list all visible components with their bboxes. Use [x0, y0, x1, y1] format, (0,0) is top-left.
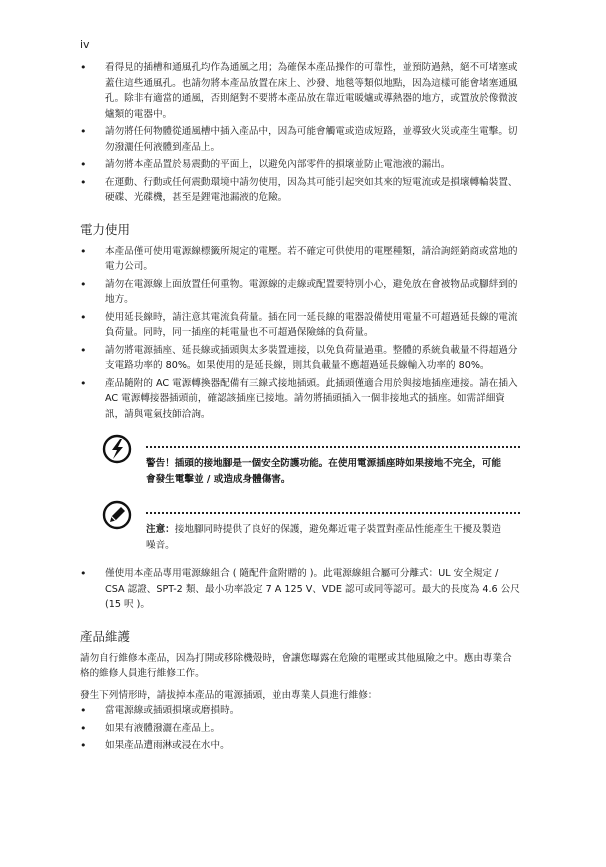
list-item: • 如果有液體潑灑在產品上。 — [80, 721, 221, 735]
power-cord-list — [80, 566, 520, 613]
list-item: • 請勿將任何物體從通風槽中插入產品中，因為可能會觸電或造成短路，並導致火災或產生電擊。切勿潑灑任何液體到產品上。 — [80, 125, 518, 153]
list-item: • 請勿將電源插座、延長線或插頭與太多裝置連接，以免負荷量過重。整體的系統負載量不得超過分支電路功率的 80%。如果使用的是延長線，則其負載量不應超過延長線輸入功率的 80%。 — [80, 343, 518, 371]
list-item: • 看得見的插槽和通風孔均作為通風之用；為確保本產品操作的可靠性，並預防過熱，絕不可堵塞或蓋住這些通風孔。也請勿將本產品放置在床上、沙發、地毯等類似地點，因為這樣可能會堵塞通風孔。除非有適當的通風，否則絕對不要將本產品放在靠近電暖爐或導熱器的地方，或置放於像微波爐類的電器中。 — [80, 61, 518, 120]
list-item: • 本產品僅可使用電源線標籤所規定的電壓。若不確定可供使用的電壓種類，請洽詢經銷商或當地的電力公司。 — [80, 244, 518, 272]
list-item: • 如果產品遭雨淋或浸在水中。 — [80, 739, 230, 752]
section-heading-power: 電力使用 — [80, 221, 131, 237]
page-number: iv — [80, 38, 90, 51]
divider — [146, 512, 520, 514]
warning-callout — [80, 432, 520, 496]
list-item: • 使用延長線時，請注意其電流負荷量。插在同一延長線的電器設備使用電量不可超過延長線的電流負荷量。同時，同一插座的耗電量也不可超過保險絲的負荷量。 — [80, 310, 518, 338]
list-item: • 請勿將本產品置於易震動的平面上，以避免內部零件的損壞並防止電池液的漏出。 — [80, 158, 451, 171]
section-heading-maintenance: 產品維護 — [80, 628, 131, 644]
maintenance-paragraph: 請勿自行維修本產品，因為打開或移除機殼時，會讓您曝露在危險的電壓或其他風險之中。應由專業合格的維修人員進行維修工作。 — [80, 652, 512, 679]
note-callout — [80, 498, 520, 564]
maintenance-list — [80, 703, 520, 754]
note-text: 注意：接地腳同時提供了良好的保護，避免鄰近電子裝置對產品性能產生干擾及製造噪音。 — [146, 524, 501, 551]
list-item: • 當電源線或插頭損壞或磨損時。 — [80, 704, 240, 717]
list-item: • 產品隨附的 AC 電源轉換器配備有三線式接地插頭。此插頭僅適合用於與接地插座連接。請在插入 AC 電源轉接器插頭前，確認該插座已接地。請勿將插頭插入一個非接地式的插座。如需詳細資訊，請與電氣技師洽詢。 — [80, 376, 518, 420]
power-list — [80, 244, 520, 423]
pen-note-icon — [102, 500, 132, 530]
list-item: • 僅使用本產品專用電源線組合 ( 隨配件盒附贈的 )。此電源線組合屬可分離式：UL 安全規定 / CSA 認證、SPT-2 類、最小功率設定 7 A 125 V、VDE 認可或同等認可。最大的長度為 4.6 公尺 (15 呎 )。 — [80, 567, 520, 610]
list-item: • 請勿在電源線上面放置任何重物。電源線的走線或配置要特別小心，避免放在會被物品或腳絆到的地方。 — [80, 277, 518, 305]
ventilation-list — [80, 60, 520, 206]
lightning-bolt-icon — [102, 434, 132, 464]
warning-text: 警告！插頭的接地腳是一個安全防護功能。在使用電源插座時如果接地不完全，可能會發生電擊並 / 或造成身體傷害。 — [146, 458, 501, 485]
maintenance-paragraph: 發生下列情形時，請拔掉本產品的電源插頭，並由專業人員進行維修： — [80, 689, 378, 701]
list-item: • 在運動、行動或任何震動環境中請勿使用，因為其可能引起突如其來的短電流或是損壞轉輪裝置、硬碟、光碟機，甚至是鋰電池漏液的危險。 — [80, 175, 518, 203]
page-content — [80, 60, 520, 756]
divider — [146, 446, 520, 448]
